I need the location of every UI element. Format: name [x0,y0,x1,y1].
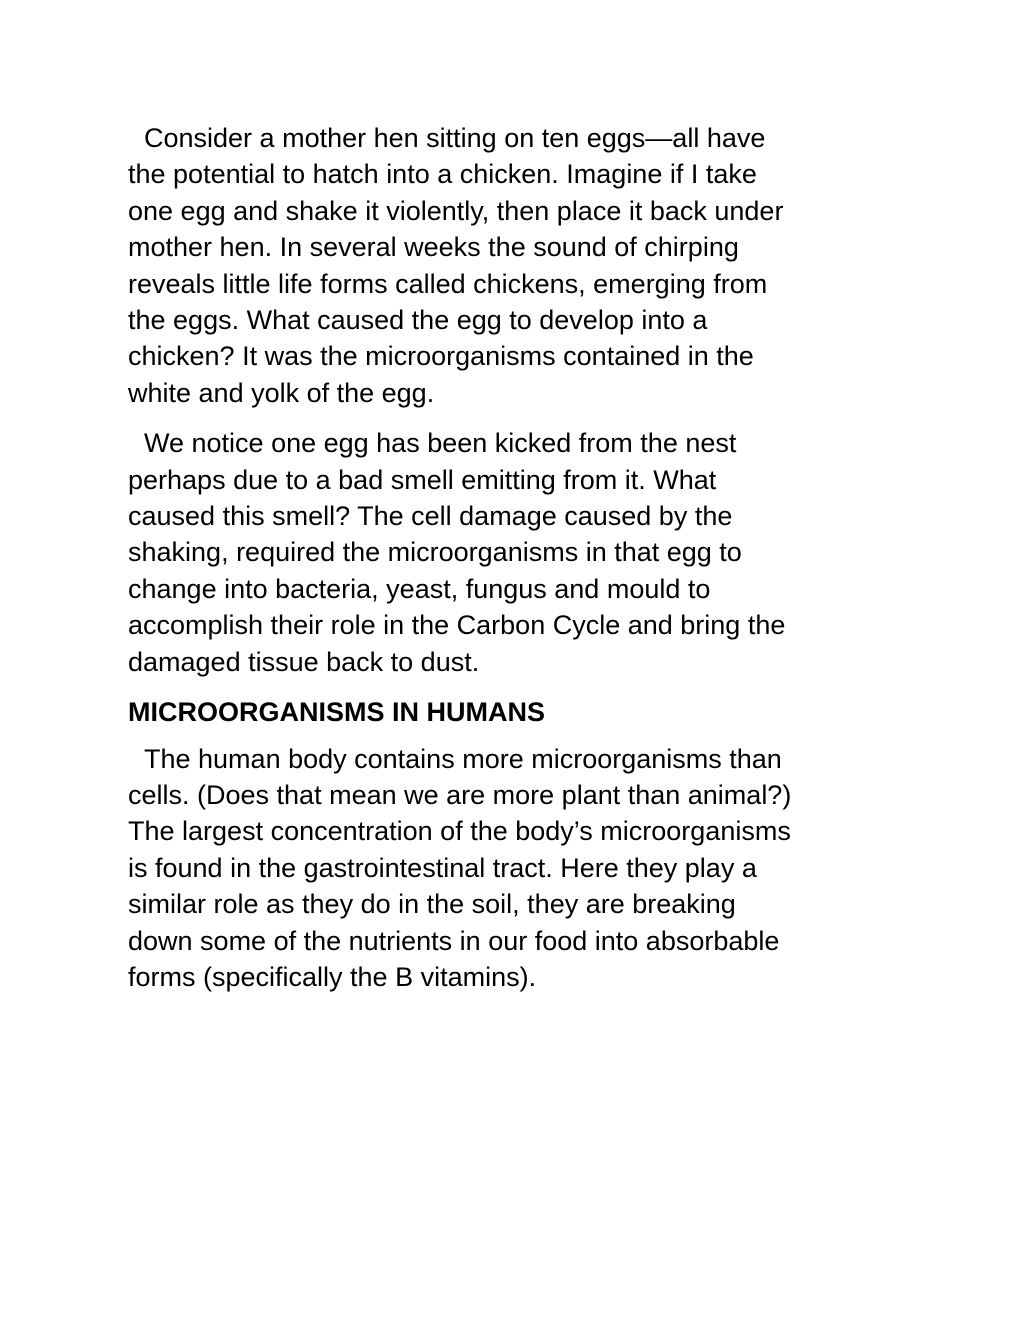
text-line: down some of the nutrients in our food into absorbable [128,925,780,956]
text-line: the potential to hatch into a chicken. Imagine if I take [128,159,757,190]
text-line: similar role as they do in the soil, they are breaking [128,889,736,920]
paragraph-kicked-egg [128,425,888,680]
text-line: The human body contains more microorganisms than [144,743,782,774]
text-line: change into bacteria, yeast, fungus and mould to [128,573,711,604]
text-line: cells. (Does that mean we are more plant than animal?) [128,779,792,810]
text-line: shaking, required the microorganisms in that egg to [128,537,742,568]
paragraph-humans [128,741,888,996]
text-line: reveals little life forms called chickens, emerging from [128,268,768,299]
section-heading: MICROORGANISMS IN HUMANS [128,697,545,728]
text-line: forms (specifically the B vitamins). [128,961,537,992]
text-line: one egg and shake it violently, then place it back under [128,195,784,226]
text-line: We notice one egg has been kicked from the nest [144,428,737,459]
text-line: caused this smell? The cell damage caused by the [128,501,733,532]
text-line: damaged tissue back to dust. [128,646,480,677]
text-line: perhaps due to a bad smell emitting from it. What [128,464,717,495]
text-line: chicken? It was the microorganisms contained in the [128,341,754,372]
text-line: is found in the gastrointestinal tract. Here they play a [128,852,757,883]
text-line: mother hen. In several weeks the sound of chirping [128,232,739,263]
text-line: the eggs. What caused the egg to develop into a [128,305,708,336]
text-line: Consider a mother hen sitting on ten eggs—all have [144,123,766,153]
text-line: The largest concentration of the body’s microorganisms [128,816,791,847]
document-page [128,120,888,1009]
text-line: white and yolk of the egg. [128,377,435,408]
text-line: accomplish their role in the Carbon Cycle and bring the [128,610,786,641]
paragraph-mother-hen [128,120,888,411]
